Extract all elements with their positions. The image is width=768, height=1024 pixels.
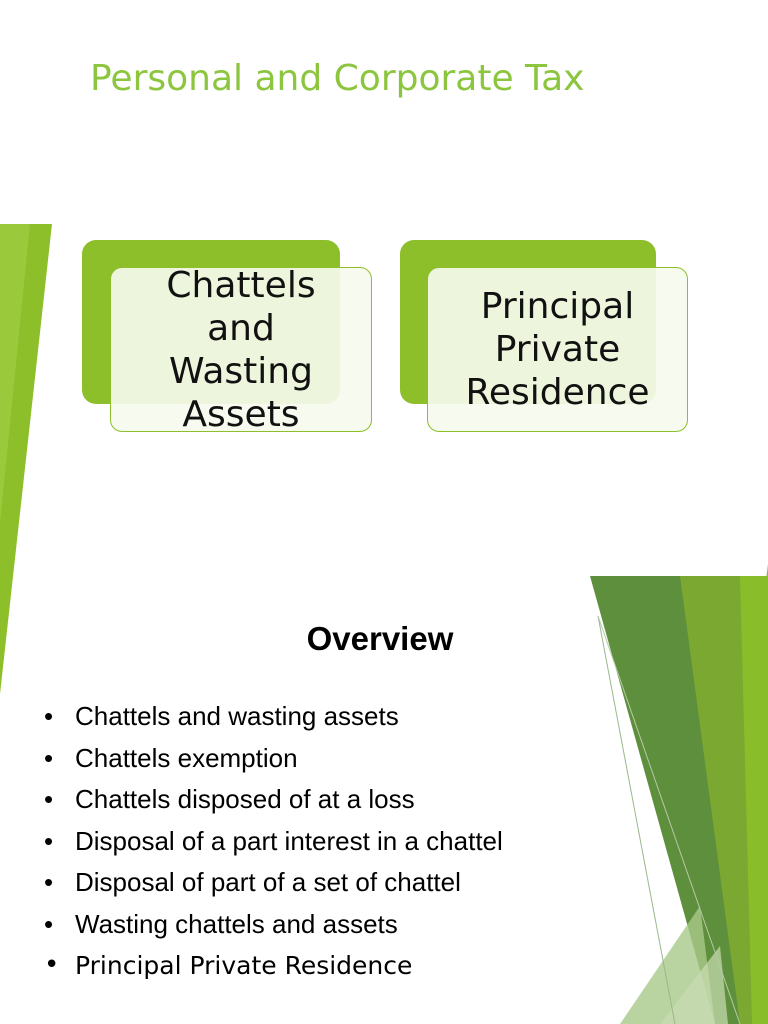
list-item: • Principal Private Residence xyxy=(44,950,413,980)
overview-bullet-list xyxy=(44,696,503,987)
list-item: • Chattels exemption xyxy=(44,742,298,773)
card-front xyxy=(427,267,688,432)
list-item: • Chattels and wasting assets xyxy=(44,701,399,731)
card-label: Principal Private Residence xyxy=(465,286,650,413)
card-label: Chattels and Wasting Assets xyxy=(166,264,316,435)
card-chattels xyxy=(82,240,372,435)
list-item: • Chattels disposed of at a loss xyxy=(44,784,415,814)
list-item: • Disposal of part of a set of chattel xyxy=(44,867,461,897)
card-front xyxy=(110,264,372,435)
card-principal-residence xyxy=(400,240,688,432)
slide-2 xyxy=(0,576,768,1024)
overview-heading: Overview xyxy=(306,620,454,657)
slide-title: Personal and Corporate Tax xyxy=(90,58,585,99)
list-item: • Disposal of a part interest in a chattel xyxy=(44,825,503,856)
list-item: • Wasting chattels and assets xyxy=(44,908,398,939)
